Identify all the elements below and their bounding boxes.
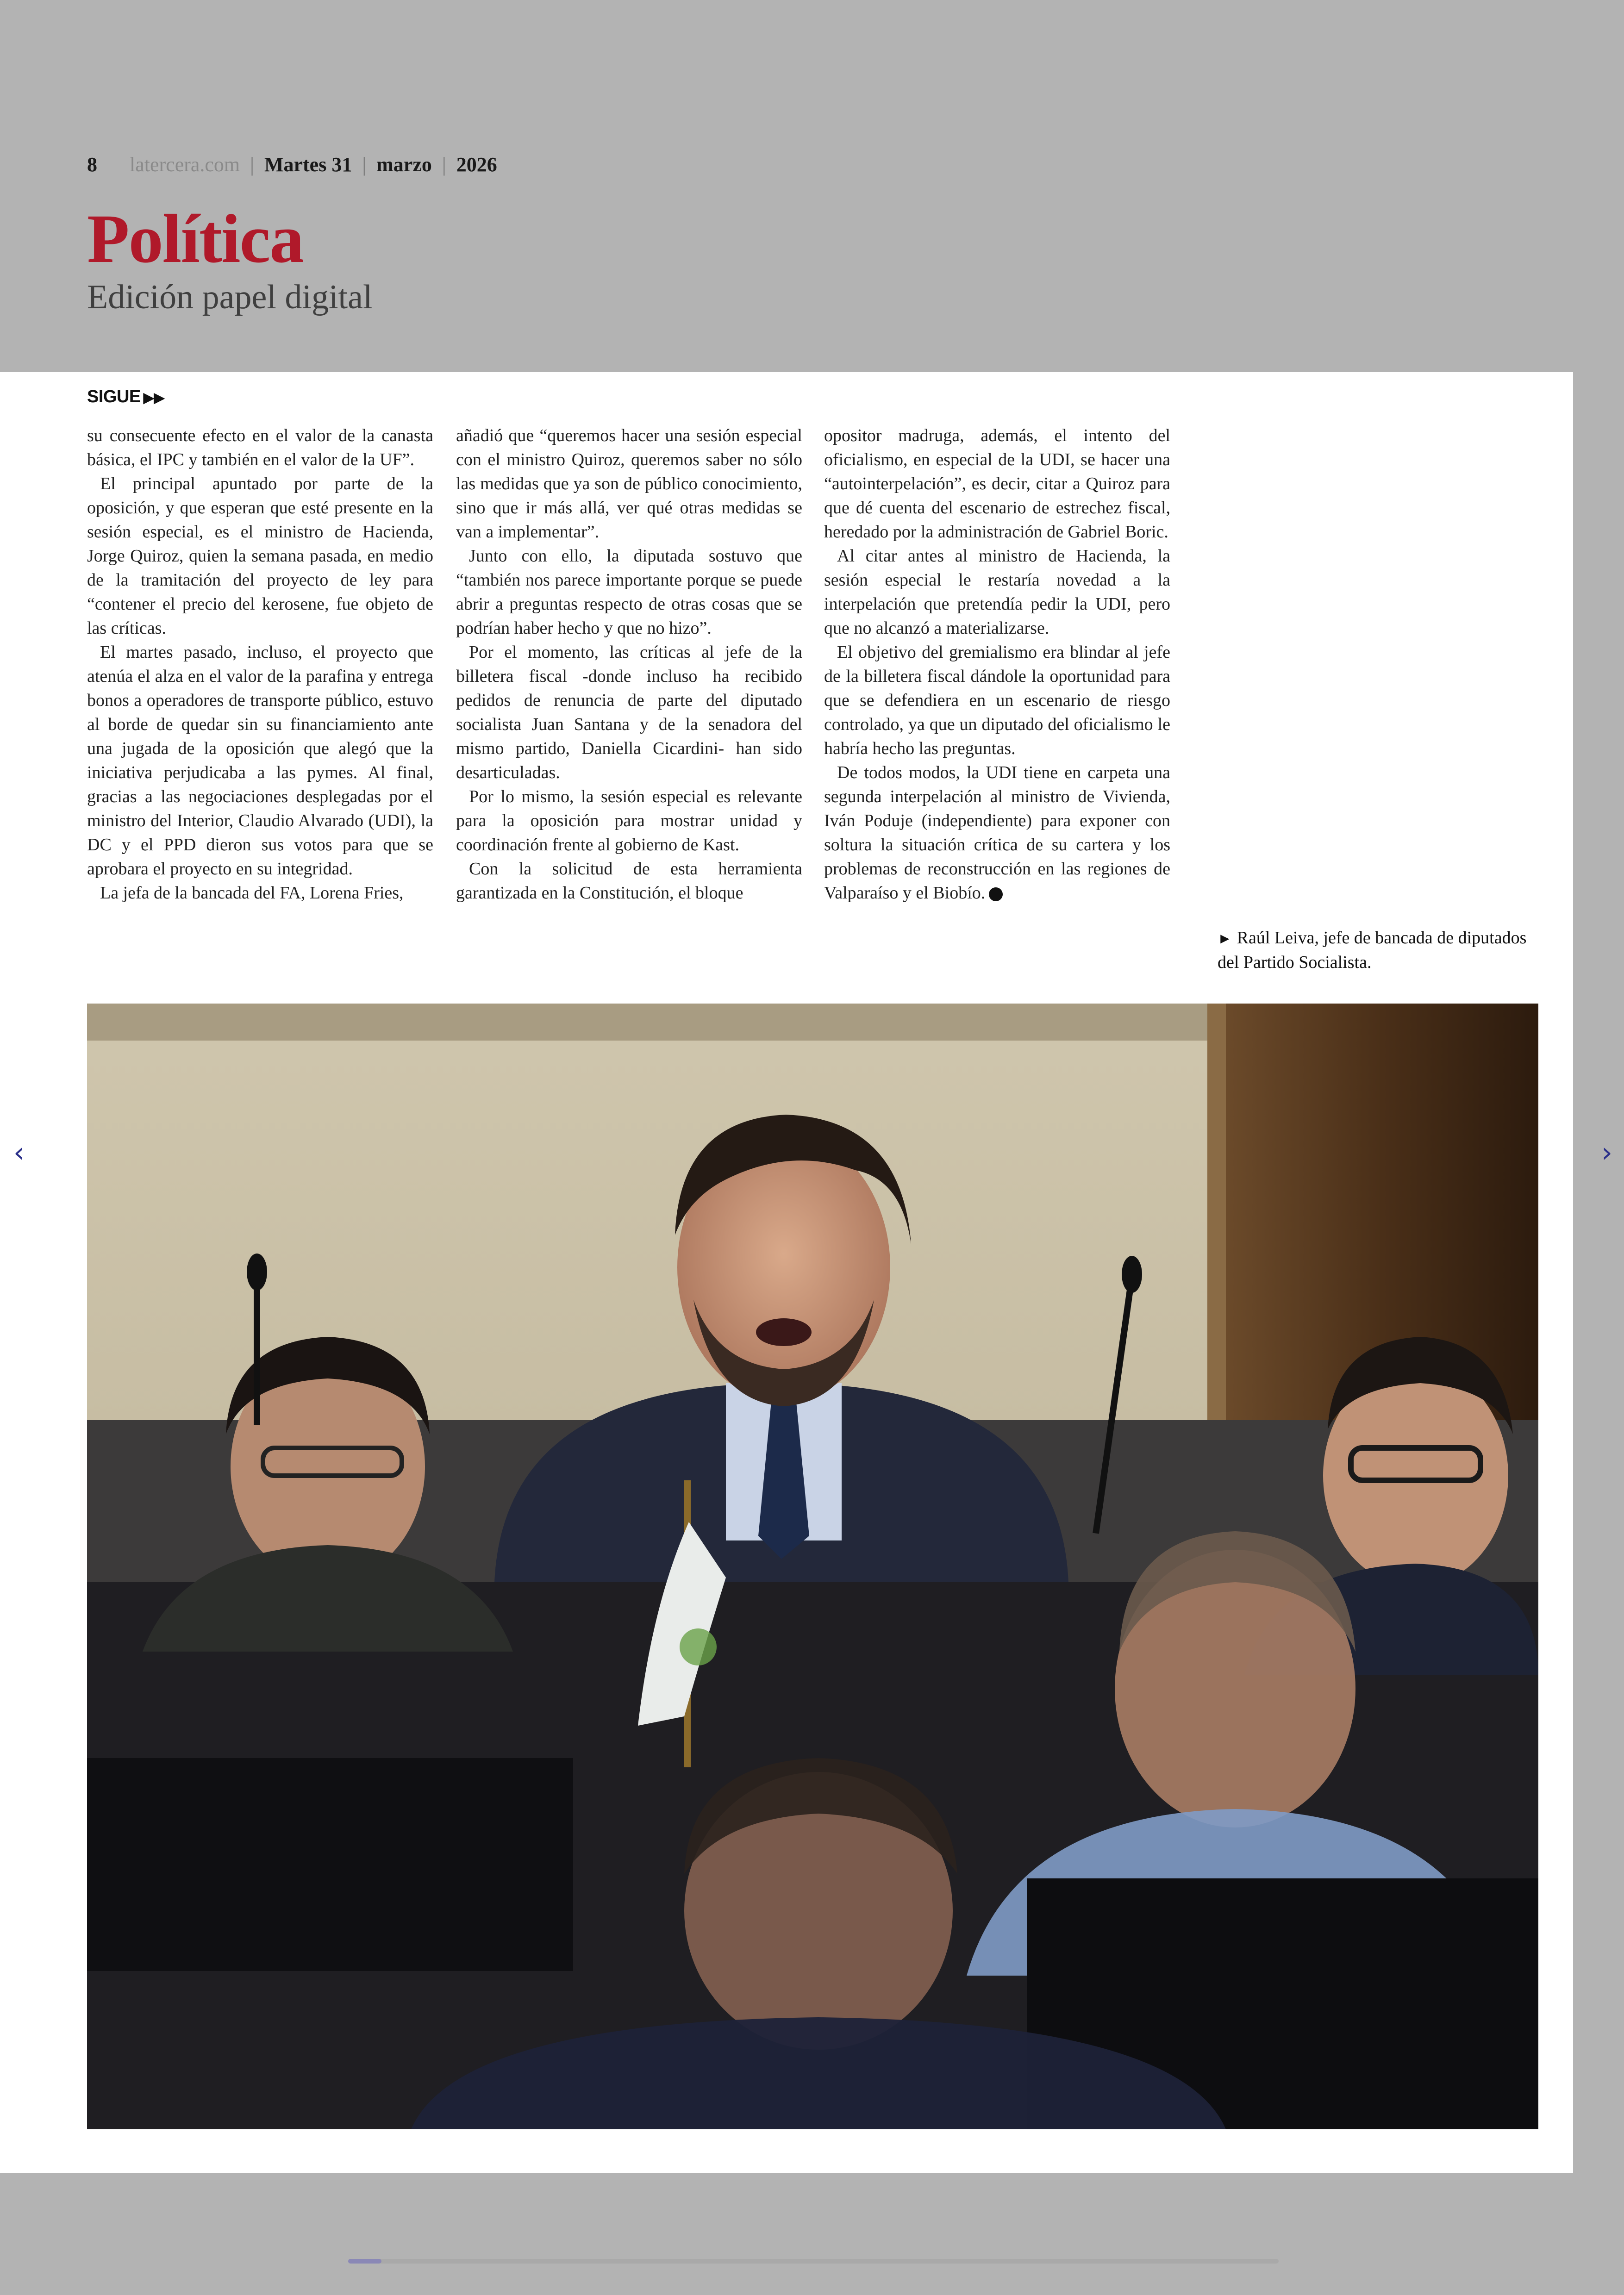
page-progress-bar[interactable] — [348, 2259, 1279, 2264]
paragraph: Por el momento, las críticas al jefe de la billetera fiscal -donde incluso ha recibido pedidos de renuncia de parte del diputado socialista Juan Santana y de la senadora del mismo partido, Daniella Cicardini- han sido desarticuladas. — [456, 642, 802, 782]
chevron-left-icon: ‹ — [13, 1136, 25, 1169]
paragraph: El martes pasado, incluso, el proyecto que atenúa el alza en el valor de la parafina y entrega bonos a operadores de transporte público, estuvo al borde de quedar sin su financiamiento ante una jugada de la oposición que alegó que la iniciativa perjudicaba a las pymes. Al final, gracias a las negociaciones desplegadas por el ministro del Interior, Claudio Alvarado (UDI), la DC y el PPD dieron sus votos para que se aprobara el proyecto en su integridad. — [87, 642, 433, 879]
previous-page-button[interactable] — [3, 1136, 35, 1169]
paragraph: Con la solicitud de esta herramienta garantizada en la Constitución, el bloque — [456, 859, 802, 903]
section-title: Política — [87, 200, 304, 277]
article-column-2 — [456, 424, 802, 905]
date-day: Martes 31 — [264, 153, 352, 176]
date-year: 2026 — [456, 153, 497, 176]
meta-separator: | — [442, 153, 446, 176]
photo-illustration — [87, 1004, 1538, 2129]
paragraph: Junto con ello, la diputada sostuvo que “también nos parece importante porque se puede abrir a preguntas respecto de otras cosas que se podrían haber hecho y que no hizo”. — [456, 546, 802, 638]
end-of-article-icon — [989, 887, 1003, 901]
article-column-1 — [87, 424, 433, 905]
article-photo — [87, 1004, 1538, 2129]
page-progress-fill — [348, 2259, 381, 2264]
paragraph: opositor madruga, además, el intento del oficialismo, en especial de la UDI, se hacer una “autointerpelación”, es decir, citar a Quiroz para que dé cuenta del escenario de estrechez fiscal, heredado por la administración de Gabriel Boric. — [824, 426, 1170, 542]
next-page-button[interactable] — [1591, 1136, 1623, 1169]
date-month: marzo — [376, 153, 432, 176]
paragraph: Por lo mismo, la sesión especial es relevante para la oposición para mostrar unidad y coordinación frente al gobierno de Kast. — [456, 787, 802, 854]
page-header — [87, 153, 1522, 314]
paragraph: El principal apuntado por parte de la oposición, y que esperan que esté presente en la sesión especial, es el ministro de Hacienda, Jorge Quiroz, quien la semana pasada, en medio de la tramitación del proyecto de ley para “contener el precio del kerosene, fue objeto de las críticas. — [87, 474, 433, 638]
paragraph: añadió que “queremos hacer una sesión especial con el ministro Quiroz, queremos saber no sólo las medidas que ya son de público conocimiento, sino que ir más allá, ver qué otras medidas se van a implementar”. — [456, 426, 802, 542]
section-subtitle: Edición papel digital — [87, 278, 373, 316]
photo-caption — [1218, 926, 1537, 974]
paragraph: Al citar antes al ministro de Hacienda, la sesión especial le restaría novedad a la interpelación que pretendía pedir la UDI, pero que no alcanzó a materializarse. — [824, 546, 1170, 638]
paragraph: El objetivo del gremialismo era blindar al jefe de la billetera fiscal dándole la oportunidad para que se defendiera en un escenario de riesgo controlado, ya que un diputado del oficialismo le habría hecho las preguntas. — [824, 642, 1170, 758]
meta-separator: | — [250, 153, 254, 176]
continued-label — [87, 387, 164, 407]
article-column-3 — [824, 424, 1170, 905]
page-meta — [87, 153, 1522, 176]
caption-marker-icon: ► — [1218, 930, 1232, 947]
continued-arrows-icon: ▶▶ — [143, 390, 164, 405]
meta-separator: | — [362, 153, 367, 176]
paragraph-text: De todos modos, la UDI tiene en carpeta una segunda interpelación al ministro de Vivienda, Iván Poduje (independiente) para exponer con soltura la situación crítica de su cartera y los problemas de reconstrucción en las regiones de Valparaíso y el Biobío. — [824, 763, 1170, 903]
paragraph: La jefa de la bancada del FA, Lorena Fries, — [100, 883, 404, 903]
page-number: 8 — [87, 153, 97, 176]
paragraph: su consecuente efecto en el valor de la canasta básica, el IPC y también en el valor de la UF”. — [87, 426, 433, 469]
site-name: latercera.com — [130, 153, 240, 176]
caption-text: Raúl Leiva, jefe de bancada de diputados del Partido Socialista. — [1218, 928, 1527, 972]
paragraph-final — [824, 761, 1170, 905]
continued-text: SIGUE — [87, 387, 141, 406]
chevron-right-icon: › — [1601, 1136, 1612, 1169]
